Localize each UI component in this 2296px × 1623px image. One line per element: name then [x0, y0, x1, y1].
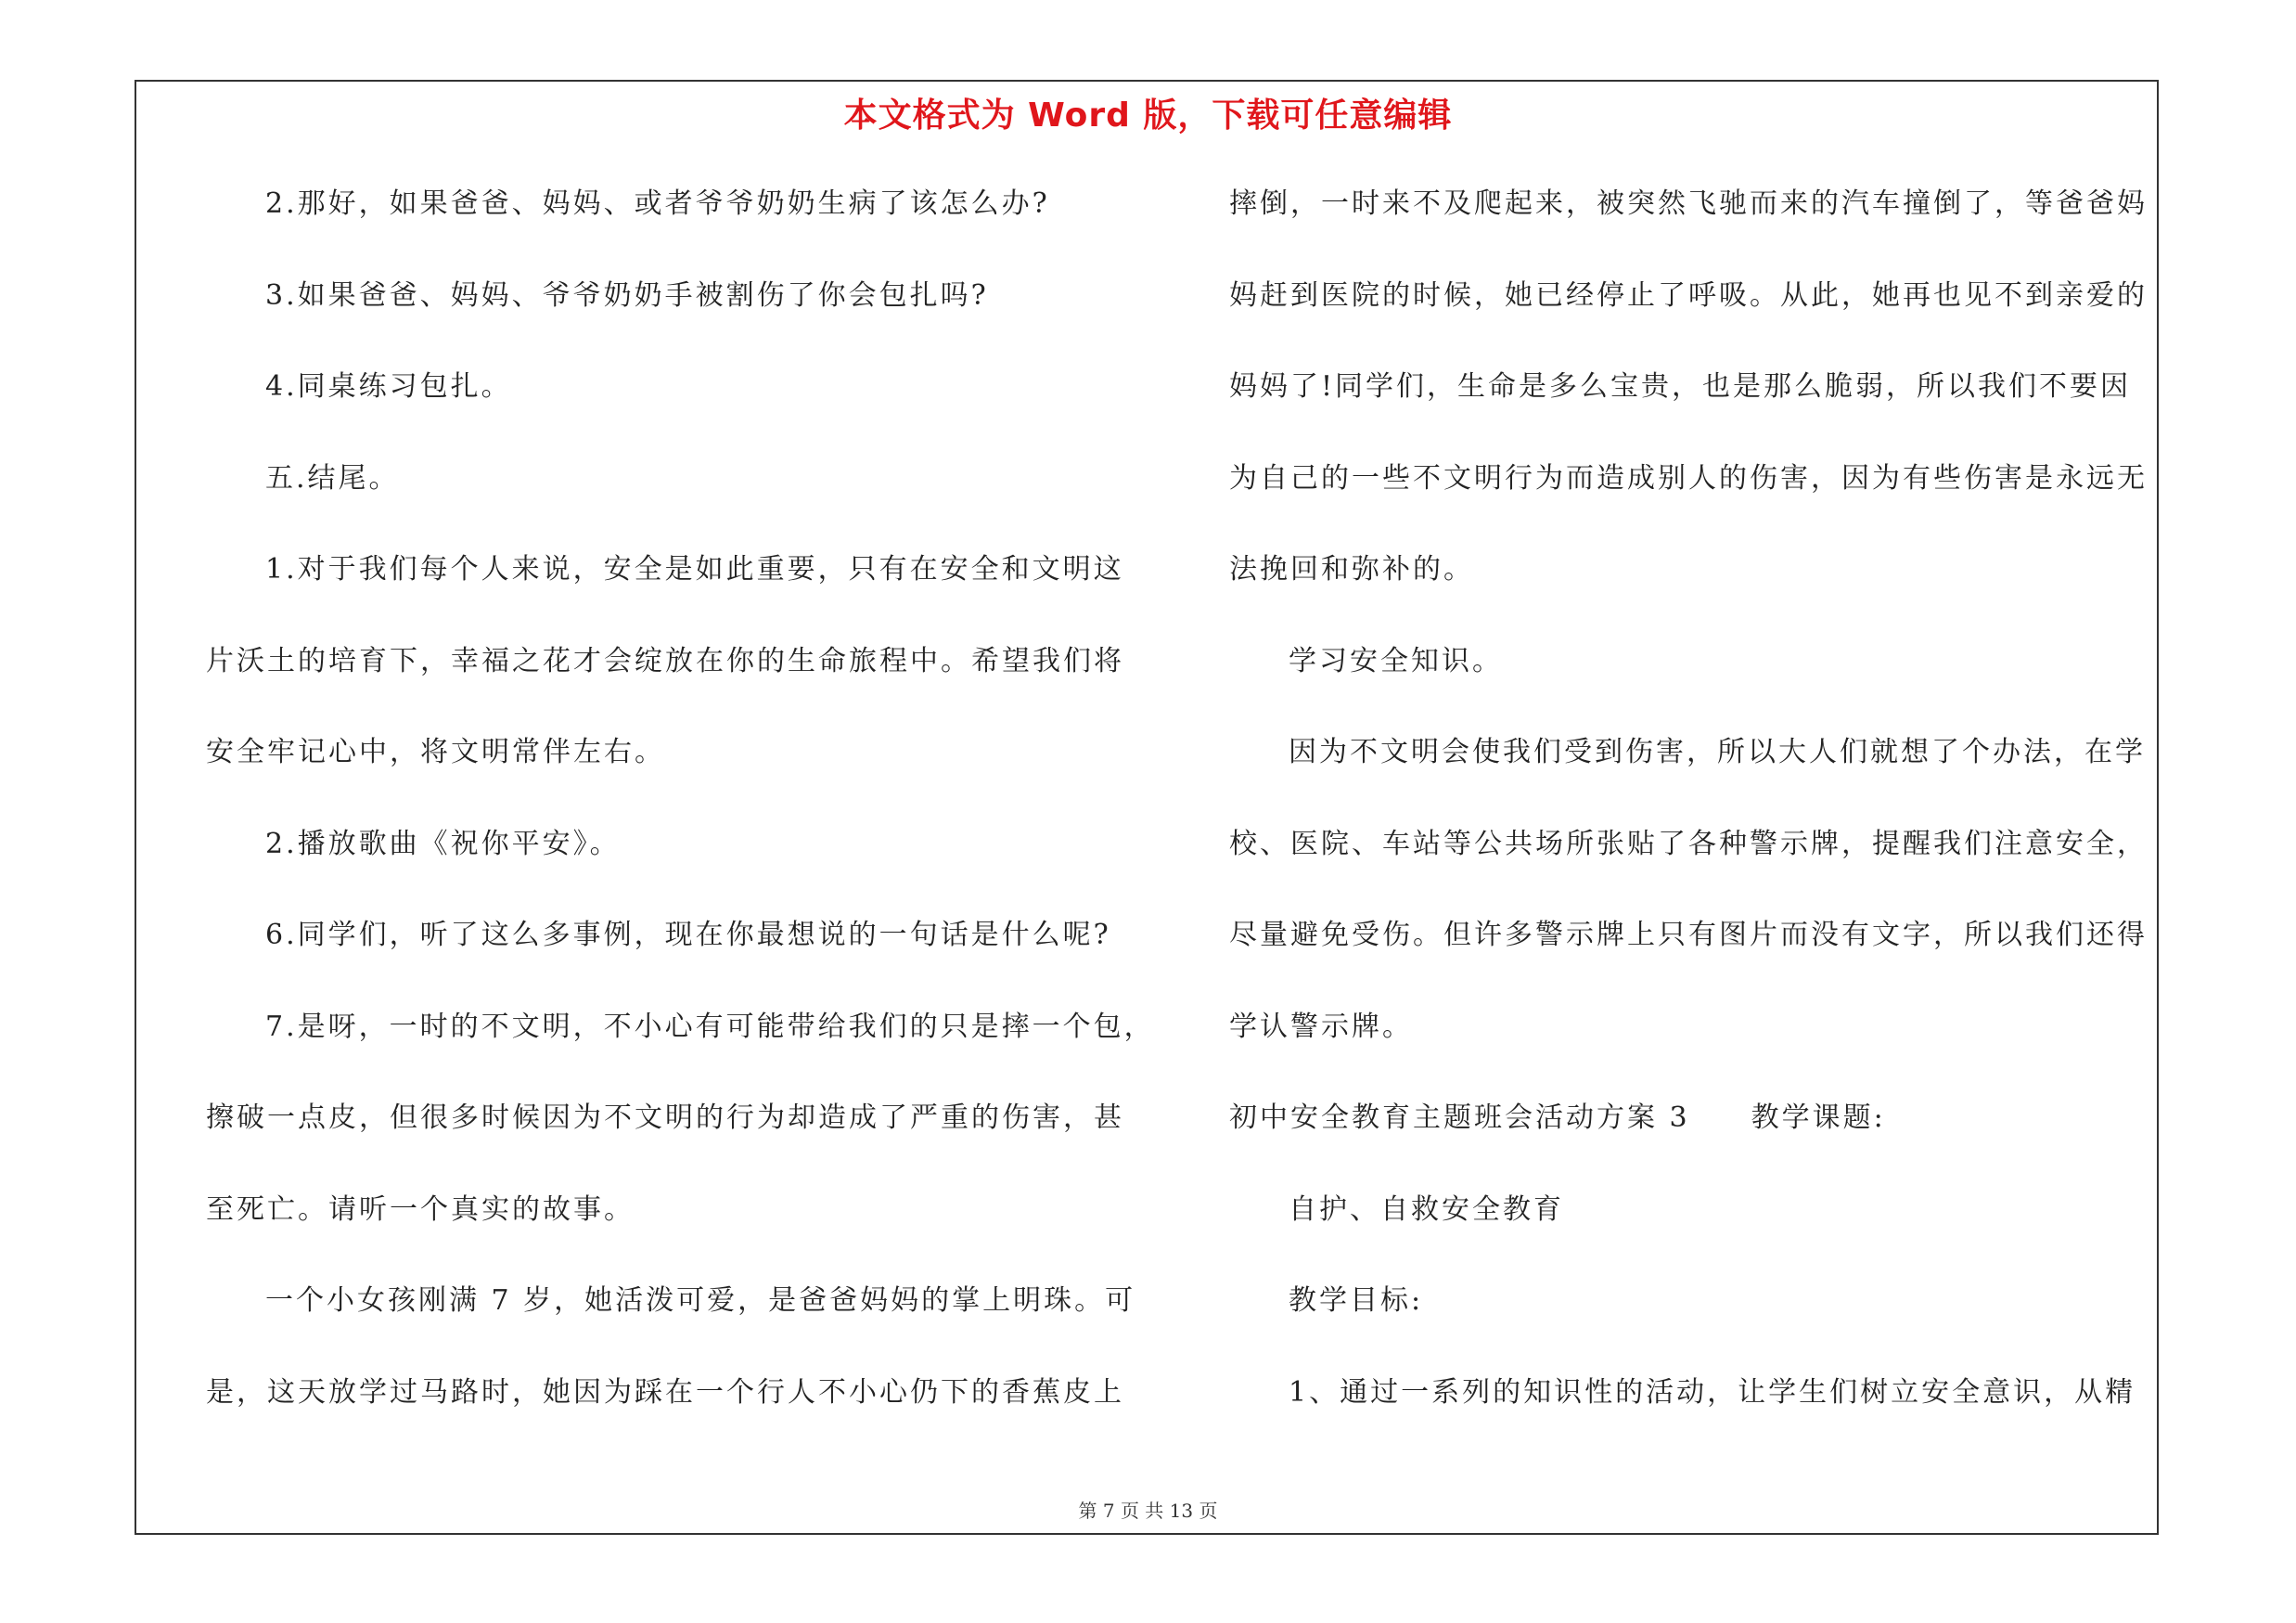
text-line: 初中安全教育主题班会活动方案 3 教学课题:	[1229, 1101, 1886, 1134]
text-line: 7.是呀，一时的不文明，不小心有可能带给我们的只是摔一个包，	[265, 1011, 1155, 1043]
text-line: 1、通过一系列的知识性的活动，让学生们树立安全意识，从精	[1289, 1376, 2136, 1409]
text-line: 摔倒，一时来不及爬起来，被突然飞驰而来的汽车撞倒了，等爸爸妈	[1229, 187, 2148, 220]
text-line: 2.那好，如果爸爸、妈妈、或者爷爷奶奶生病了该怎么办?	[265, 187, 1050, 220]
text-line: 妈妈了!同学们，生命是多么宝贵，也是那么脆弱，所以我们不要因	[1229, 370, 2132, 403]
text-line: 学习安全知识。	[1289, 645, 1503, 677]
text-line: 擦破一点皮，但很多时候因为不文明的行为却造成了严重的伤害，甚	[206, 1101, 1124, 1134]
text-line: 3.如果爸爸、妈妈、爷爷奶奶手被割伤了你会包扎吗?	[265, 279, 989, 312]
text-line: 尽量避免受伤。但许多警示牌上只有图片而没有文字，所以我们还得	[1229, 919, 2148, 951]
page-number-footer: 第 7 页 共 13 页	[1078, 1500, 1218, 1522]
text-line: 4.同桌练习包扎。	[265, 370, 512, 403]
text-line: 五.结尾。	[265, 462, 400, 495]
text-line: 6.同学们，听了这么多事例，现在你最想说的一句话是什么呢?	[265, 919, 1111, 951]
text-line: 自护、自救安全教育	[1289, 1193, 1564, 1226]
text-line: 安全牢记心中，将文明常伴左右。	[206, 736, 665, 768]
text-line: 至死亡。请听一个真实的故事。	[206, 1193, 635, 1226]
text-line: 片沃土的培育下，幸福之花才会绽放在你的生命旅程中。希望我们将	[206, 645, 1124, 677]
text-line: 学认警示牌。	[1229, 1011, 1413, 1043]
text-line: 妈赶到医院的时候，她已经停止了呼吸。从此，她再也见不到亲爱的	[1229, 279, 2148, 312]
text-line: 1.对于我们每个人来说，安全是如此重要，只有在安全和文明这	[265, 553, 1124, 586]
format-banner: 本文格式为 Word 版，下载可任意编辑	[843, 97, 1453, 135]
text-line: 是，这天放学过马路时，她因为踩在一个行人不小心仍下的香蕉皮上	[206, 1376, 1124, 1409]
text-line: 法挽回和弥补的。	[1229, 553, 1474, 586]
text-line: 为自己的一些不文明行为而造成别人的伤害，因为有些伤害是永远无	[1229, 462, 2148, 495]
text-line: 2.播放歌曲《祝你平安》。	[265, 828, 621, 860]
text-line: 校、医院、车站等公共场所张贴了各种警示牌，提醒我们注意安全，	[1229, 828, 2148, 860]
text-line: 因为不文明会使我们受到伤害，所以大人们就想了个办法，在学	[1289, 736, 2146, 768]
text-line: 一个小女孩刚满 7 岁，她活泼可爱，是爸爸妈妈的掌上明珠。可	[265, 1284, 1136, 1317]
text-line: 教学目标:	[1289, 1284, 1424, 1317]
